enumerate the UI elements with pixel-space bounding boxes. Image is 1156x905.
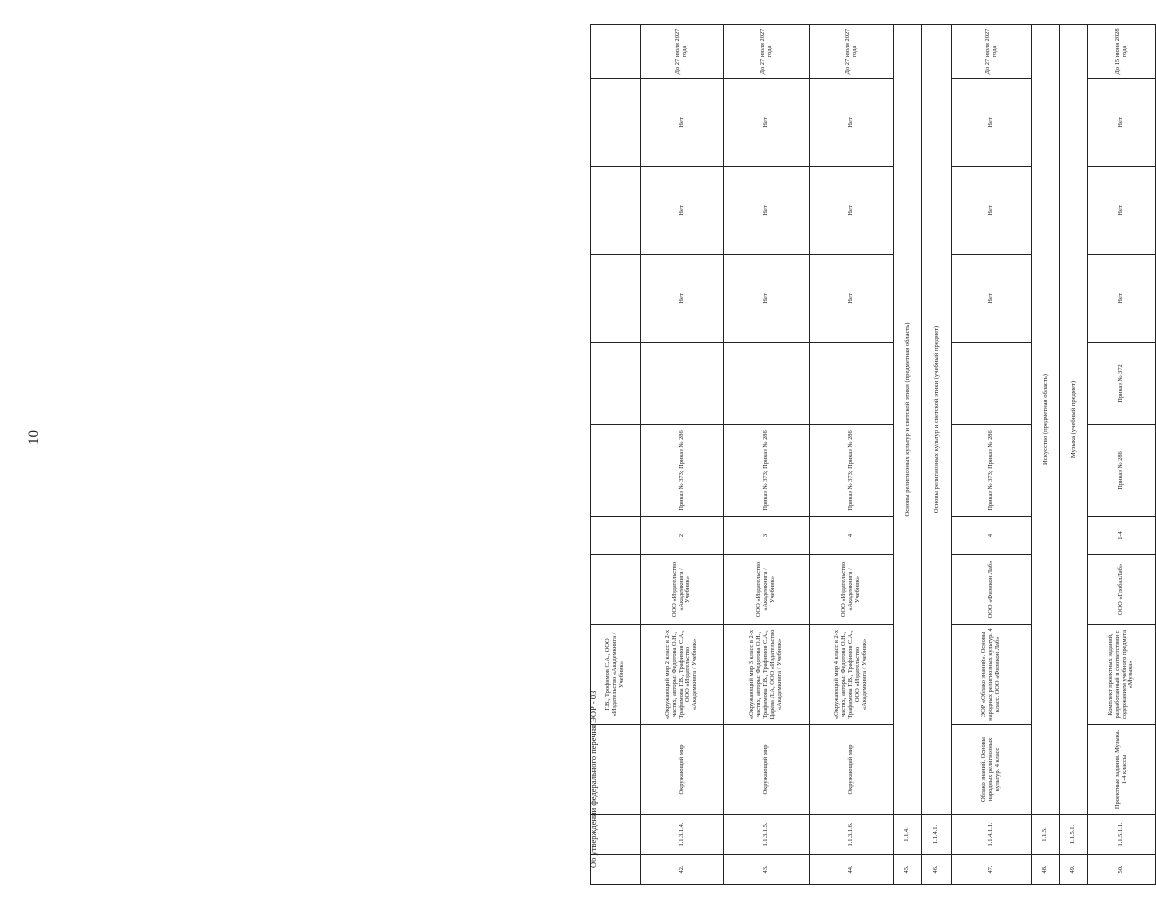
standard-order: Приказ № 373; Приказ № 286 (641, 425, 724, 517)
row-code: 1.1.4.1. (922, 815, 952, 855)
table-row (952, 25, 1032, 885)
flag-1: Нет (952, 255, 1032, 343)
publisher: ООО «ГлобалЛаб» (1088, 555, 1156, 625)
flag-2: Нет (724, 167, 810, 255)
row-number: 43. (724, 855, 810, 885)
resource-name: Окружающий мир (810, 725, 894, 815)
resource-description: «Окружающий мир 3 класс в 2-х частях, авторы: Федотова О.Н., Трафимова Г.В., Трафимов С.А., Царева Л.А, ООО «Издательство «Академкнига / Учебник» (724, 625, 810, 725)
publisher: ООО «Издательство «Академкнига / Учебник» (810, 555, 894, 625)
flag-3: Нет (810, 79, 894, 167)
deadline: До 27 июля 2027 года (952, 25, 1032, 79)
flag-1: Нет (641, 255, 724, 343)
flag-2: Нет (1088, 167, 1156, 255)
section-row (922, 25, 952, 885)
row-number: 45. (894, 855, 922, 885)
section-title: Искусство (предметная область) (1032, 25, 1060, 815)
deadline: До 27 июля 2027 года (641, 25, 724, 79)
grade: 4 (810, 517, 894, 555)
row-code (591, 815, 641, 855)
flag-1: Нет (810, 255, 894, 343)
extra-order (641, 343, 724, 425)
flag-2 (591, 167, 641, 255)
deadline: До 27 июля 2027 года (724, 25, 810, 79)
grade: 3 (724, 517, 810, 555)
section-row (1060, 25, 1088, 885)
resource-description: «Окружающий мир 2 класс в 2-х частях, авторы: Федотова О.Н., Трафимова Г.В., Трафимов С.А., ООО «Издательство «Академкнига / Учебник» (641, 625, 724, 725)
row-number: 44. (810, 855, 894, 885)
extra-order: Приказ № 372 (1088, 343, 1156, 425)
rotated-table-wrapper (590, 25, 1155, 885)
resource-description: Комплект проектных заданий, разработанный в соответствии с содержанием учебного предмета «Музыка» (1088, 625, 1156, 725)
flag-3: Нет (952, 79, 1032, 167)
publisher: ООО «Издательство «Академкнига / Учебник» (641, 555, 724, 625)
extra-order (591, 343, 641, 425)
resource-name (591, 725, 641, 815)
row-code: 1.1.5. (1032, 815, 1060, 855)
flag-1 (591, 255, 641, 343)
flag-2: Нет (810, 167, 894, 255)
publisher: ООО «Издательство «Академкнига / Учебник» (724, 555, 810, 625)
resource-description: «Окружающий мир 4 класс в 2-х частях, авторы: Федотова О.Н., Трафимова Г.В., Трафимов С.А., ООО «Издательство «Академкнига / Учебник» (810, 625, 894, 725)
deadline (591, 25, 641, 79)
row-code: 1.1.5.1.1. (1088, 815, 1156, 855)
resource-name: Окружающий мир (641, 725, 724, 815)
resource-description: Г.В., Трофимов С.А., ООО «Издательство «Академкнига / Учебник» (591, 625, 641, 725)
publisher: ООО «Физикон Лаб» (952, 555, 1032, 625)
flag-2: Нет (952, 167, 1032, 255)
table-row (641, 25, 724, 885)
row-code: 1.1.3.1.4. (641, 815, 724, 855)
row-code: 1.1.4.1.1. (952, 815, 1032, 855)
row-code: 1.1.4. (894, 815, 922, 855)
flag-3: Нет (724, 79, 810, 167)
grade: 4 (952, 517, 1032, 555)
table-row (810, 25, 894, 885)
row-number: 48. (1032, 855, 1060, 885)
resource-description: ЭОР «Облако знаний». Основы народных религиозных культур. 4 класс. ООО «Физикон Лаб» (952, 625, 1032, 725)
grade: 2 (641, 517, 724, 555)
grade (591, 517, 641, 555)
row-number: 46. (922, 855, 952, 885)
row-code: 1.1.3.1.6. (810, 815, 894, 855)
section-title: Основы религиозных культур и светской этики (предметная область) (894, 25, 922, 815)
section-title: Основы религиозных культур и светской этики (учебный предмет) (922, 25, 952, 815)
resource-name: Окружающий мир (724, 725, 810, 815)
resource-name: Проектные задания. Музыка. 1-4 классы (1088, 725, 1156, 815)
row-number: 42. (641, 855, 724, 885)
deadline: До 27 июля 2027 года (810, 25, 894, 79)
grade: 1-4 (1088, 517, 1156, 555)
document-footer: Об утверждении федерального перечня ЭОР - 03 (588, 690, 598, 868)
table-row (591, 25, 641, 885)
flag-1: Нет (1088, 255, 1156, 343)
section-row (1032, 25, 1060, 885)
section-title: Музыка (учебный предмет) (1060, 25, 1088, 815)
section-row (894, 25, 922, 885)
flag-3 (591, 79, 641, 167)
row-number: 47. (952, 855, 1032, 885)
eor-table (590, 24, 1156, 885)
standard-order: Приказ № 286 (1088, 425, 1156, 517)
extra-order (952, 343, 1032, 425)
table-row (724, 25, 810, 885)
flag-1: Нет (724, 255, 810, 343)
standard-order: Приказ № 373; Приказ № 286 (810, 425, 894, 517)
flag-3: Нет (641, 79, 724, 167)
table-row (1088, 25, 1156, 885)
row-number: 49. (1060, 855, 1088, 885)
flag-2: Нет (641, 167, 724, 255)
flag-3: Нет (1088, 79, 1156, 167)
standard-order (591, 425, 641, 517)
deadline: До 15 июня 2028 года (1088, 25, 1156, 79)
row-number: 50. (1088, 855, 1156, 885)
row-number (591, 855, 641, 885)
resource-name: Облако знаний. Основы народных религиозных культур. 4 класс (952, 725, 1032, 815)
publisher (591, 555, 641, 625)
page-number: 10 (26, 430, 42, 445)
standard-order: Приказ № 373; Приказ № 286 (724, 425, 810, 517)
row-code: 1.1.5.1. (1060, 815, 1088, 855)
extra-order (810, 343, 894, 425)
standard-order: Приказ № 373; Приказ № 286 (952, 425, 1032, 517)
extra-order (724, 343, 810, 425)
row-code: 1.1.3.1.5. (724, 815, 810, 855)
